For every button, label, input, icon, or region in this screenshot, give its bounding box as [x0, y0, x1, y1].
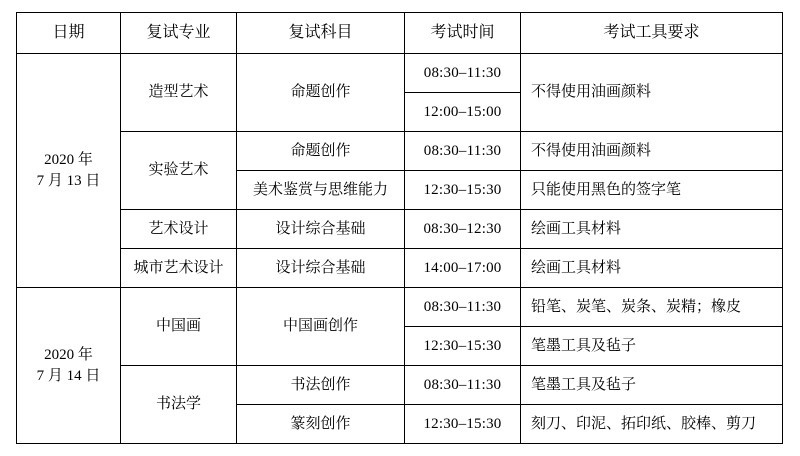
time-cell: 14:00–17:00 [405, 249, 521, 288]
column-header-time: 考试时间 [405, 13, 521, 54]
subject-cell: 设计综合基础 [237, 249, 405, 288]
subject-cell: 命题创作 [237, 132, 405, 171]
table-row [17, 54, 783, 93]
time-cell: 12:00–15:00 [405, 93, 521, 132]
column-header-major: 复试专业 [121, 13, 237, 54]
major-cell: 造型艺术 [121, 54, 237, 132]
subject-cell: 书法创作 [237, 366, 405, 405]
tools-cell: 笔墨工具及毡子 [521, 327, 783, 366]
major-cell: 实验艺术 [121, 132, 237, 210]
subject-cell: 美术鉴赏与思维能力 [237, 171, 405, 210]
major-cell: 城市艺术设计 [121, 249, 237, 288]
major-cell: 中国画 [121, 288, 237, 366]
tools-cell: 不得使用油画颜料 [521, 54, 783, 132]
subject-cell: 篆刻创作 [237, 405, 405, 444]
column-header-subject: 复试科目 [237, 13, 405, 54]
exam-schedule-table [16, 12, 783, 444]
date-cell-day1 [17, 54, 121, 288]
time-cell: 12:30–15:30 [405, 327, 521, 366]
major-cell: 书法学 [121, 366, 237, 444]
time-cell: 08:30–12:30 [405, 210, 521, 249]
time-cell: 08:30–11:30 [405, 132, 521, 171]
tools-cell: 绘画工具材料 [521, 210, 783, 249]
time-cell: 08:30–11:30 [405, 54, 521, 93]
date-line-1: 2020 年 [44, 152, 93, 169]
date-line-2: 7 月 13 日 [36, 172, 101, 189]
table-row [17, 288, 783, 327]
subject-cell: 设计综合基础 [237, 210, 405, 249]
column-header-date: 日期 [17, 13, 121, 54]
time-cell: 08:30–11:30 [405, 288, 521, 327]
table-body [17, 54, 783, 444]
date-line-1: 2020 年 [44, 347, 93, 364]
subject-cell: 命题创作 [237, 54, 405, 132]
table-row [17, 249, 783, 288]
table-row [17, 132, 783, 171]
table-row [17, 366, 783, 405]
tools-cell: 绘画工具材料 [521, 249, 783, 288]
major-cell: 艺术设计 [121, 210, 237, 249]
tools-cell: 刻刀、印泥、拓印纸、胶棒、剪刀 [521, 405, 783, 444]
tools-cell: 只能使用黑色的签字笔 [521, 171, 783, 210]
table-header-row [17, 13, 783, 54]
date-cell-day2 [17, 288, 121, 444]
subject-cell: 中国画创作 [237, 288, 405, 366]
table-row [17, 210, 783, 249]
date-line-2: 7 月 14 日 [36, 367, 101, 384]
tools-cell: 笔墨工具及毡子 [521, 366, 783, 405]
table-header [17, 13, 783, 54]
tools-cell: 不得使用油画颜料 [521, 132, 783, 171]
time-cell: 12:30–15:30 [405, 171, 521, 210]
column-header-tools: 考试工具要求 [521, 13, 783, 54]
time-cell: 08:30–11:30 [405, 366, 521, 405]
tools-cell: 铅笔、炭笔、炭条、炭精；橡皮 [521, 288, 783, 327]
time-cell: 12:30–15:30 [405, 405, 521, 444]
